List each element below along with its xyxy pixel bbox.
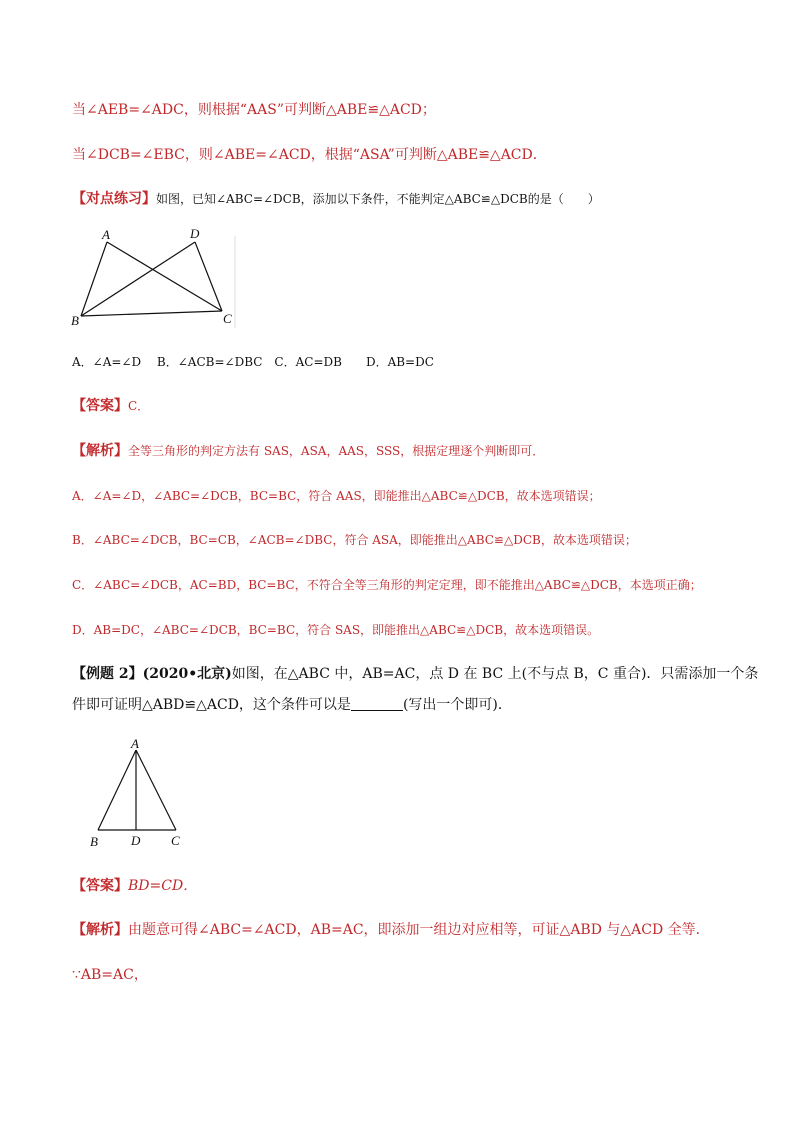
- fig1-label-a: A: [102, 227, 110, 242]
- answer-2-tag: 【答案】: [72, 878, 128, 894]
- example-2-text-2b: (写出一个即可)．: [402, 697, 512, 713]
- segment-ac: [107, 242, 222, 311]
- explanation-option-a: A．∠A=∠D，∠ABC=∠DCB，BC=BC，符合 AAS，即能推出△ABC≌△DCB，故本选项错误；: [72, 489, 601, 503]
- answer-blank: [351, 696, 403, 711]
- explanation-1-text: 全等三角形的判定方法有 SAS，ASA，AAS，SSS，根据定理逐个判断即可．: [128, 444, 545, 458]
- example-2-text-1: 如图，在△ABC 中，AB=AC，点 D 在 BC 上(不与点 B，C 重合)．只需添加一个条: [231, 666, 759, 682]
- fig2-label-c: C: [171, 833, 180, 848]
- practice-question: [72, 189, 600, 209]
- figure-quadrilateral: [70, 228, 240, 338]
- segment-db: [81, 242, 195, 316]
- explanation-1: [72, 441, 544, 461]
- explanation-1-tag: 【解析】: [72, 443, 128, 459]
- answer-1-value: C．: [128, 399, 150, 413]
- options-line: A．∠A=∠D B．∠ACB=∠DBC C．AC=DB D．AB=DC: [72, 355, 434, 369]
- example-2-question: [72, 664, 758, 684]
- example-2-question-cont: [72, 695, 512, 715]
- segment-bc: [81, 311, 222, 316]
- explanation-option-c: C．∠ABC=∠DCB，AC=BD，BC=BC，不符合全等三角形的判定定理，即不能推出△ABC≌△DCB，本选项正确；: [72, 578, 702, 592]
- segment-ac: [136, 750, 176, 830]
- practice-tag: 【对点练习】: [72, 191, 156, 207]
- example-2-tag: 【例题 2】(2020•北京): [72, 666, 232, 682]
- fig1-label-d: D: [190, 226, 200, 241]
- explanation-2: [72, 920, 710, 940]
- explanation-option-d: D．AB=DC，∠ABC=∠DCB，BC=BC，符合 SAS，即能推出△ABC≌△DCB，故本选项错误。: [72, 623, 600, 637]
- segment-dc: [195, 242, 222, 311]
- explanation-option-b: B．∠ABC=∠DCB，BC=CB，∠ACB=∠DBC，符合 ASA，即能推出△ABC≌△DCB，故本选项错误；: [72, 533, 637, 547]
- answer-2: [72, 876, 197, 896]
- answer-1: [72, 396, 149, 416]
- proof-line: ∵AB=AC，: [72, 967, 148, 983]
- fig2-label-a: A: [131, 736, 139, 751]
- explanation-2-tag: 【解析】: [72, 922, 128, 938]
- text-line-aas: 当∠AEB=∠ADC，则根据“AAS”可判断△ABE≌△ACD；: [72, 102, 436, 118]
- text-line-asa: 当∠DCB=∠EBC，则∠ABE=∠ACD，根据“ASA”可判断△ABE≌△ACD．: [72, 147, 547, 163]
- fig1-label-c: C: [223, 311, 232, 326]
- explanation-2-text: 由题意可得∠ABC=∠ACD，AB=AC，即添加一组边对应相等，可证△ABD 与△ACD 全等．: [128, 922, 710, 938]
- segment-ab: [81, 242, 107, 316]
- answer-1-tag: 【答案】: [72, 398, 128, 414]
- segment-ab: [98, 750, 136, 830]
- fig2-label-d: D: [131, 833, 141, 848]
- figure-triangle: [90, 740, 190, 840]
- answer-2-value: BD=CD．: [128, 878, 198, 894]
- fig1-label-b: B: [71, 313, 79, 328]
- fig2-label-b: B: [90, 834, 98, 849]
- practice-text: 如图，已知∠ABC=∠DCB，添加以下条件，不能判定△ABC≌△DCB的是（ ）: [156, 192, 600, 206]
- example-2-text-2a: 件即可证明△ABD≌△ACD，这个条件可以是: [72, 697, 351, 713]
